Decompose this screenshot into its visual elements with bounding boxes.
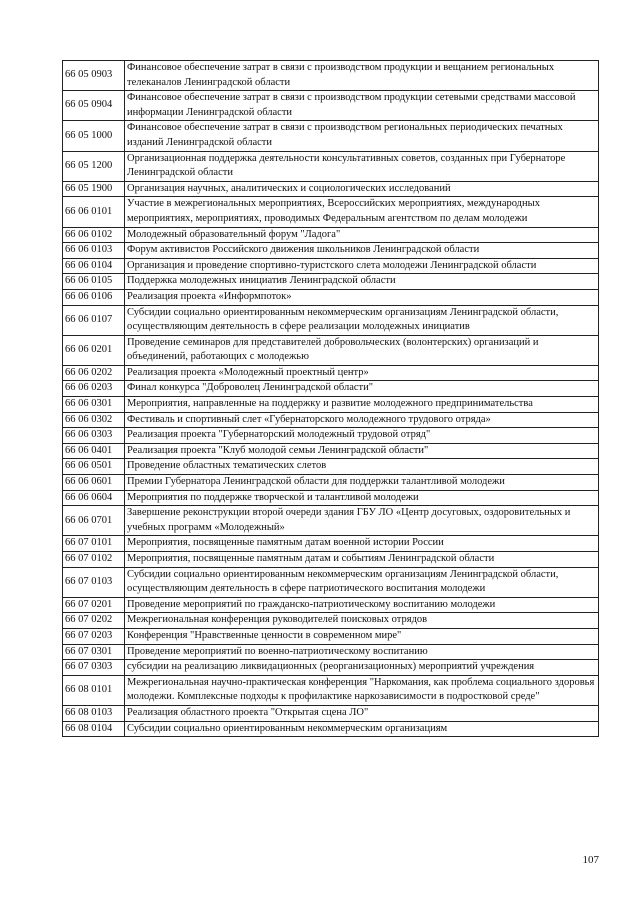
row-code: 66 07 0301 bbox=[63, 644, 125, 660]
table-row bbox=[63, 628, 599, 644]
row-code: 66 05 0904 bbox=[63, 91, 125, 121]
table-row bbox=[63, 721, 599, 737]
row-description: Проведение областных тематических слетов bbox=[125, 459, 599, 475]
table-row bbox=[63, 365, 599, 381]
row-code: 66 08 0103 bbox=[63, 705, 125, 721]
row-description: субсидии на реализацию ликвидационных (реорганизационных) мероприятий учреждения bbox=[125, 660, 599, 676]
table-row bbox=[63, 567, 599, 597]
row-description: Завершение реконструкции второй очереди здания ГБУ ЛО «Центр досуговых, оздоровительных и учебных программ «Молодежный» bbox=[125, 506, 599, 536]
table-row bbox=[63, 536, 599, 552]
page-number: 107 bbox=[582, 854, 599, 866]
table-row bbox=[63, 181, 599, 197]
row-description: Проведение мероприятий по военно-патриотическому воспитанию bbox=[125, 644, 599, 660]
row-code: 66 06 0104 bbox=[63, 258, 125, 274]
table-row bbox=[63, 675, 599, 705]
row-description: Организационная поддержка деятельности консультативных советов, созданных при Губернаторе Ленинградской области bbox=[125, 151, 599, 181]
row-code: 66 06 0401 bbox=[63, 443, 125, 459]
row-code: 66 06 0301 bbox=[63, 397, 125, 413]
row-description: Межрегиональная конференция руководителей поисковых отрядов bbox=[125, 613, 599, 629]
row-code: 66 05 1000 bbox=[63, 121, 125, 151]
row-description: Реализация проекта "Губернаторский молодежный трудовой отряд" bbox=[125, 428, 599, 444]
row-description: Мероприятия, посвященные памятным датам и событиям Ленинградской области bbox=[125, 552, 599, 568]
row-description: Премии Губернатора Ленинградской области для поддержки талантливой молодежи bbox=[125, 475, 599, 491]
row-description: Субсидии социально ориентированным некоммерческим организациям bbox=[125, 721, 599, 737]
table-row bbox=[63, 151, 599, 181]
table-row bbox=[63, 459, 599, 475]
row-code: 66 07 0103 bbox=[63, 567, 125, 597]
row-description: Реализация проекта «Молодежный проектный центр» bbox=[125, 365, 599, 381]
row-code: 66 06 0105 bbox=[63, 274, 125, 290]
row-description: Проведение мероприятий по гражданско-патриотическому воспитанию молодежи bbox=[125, 597, 599, 613]
table-row bbox=[63, 258, 599, 274]
table-row bbox=[63, 597, 599, 613]
row-description: Молодежный образовательный форум "Ладога" bbox=[125, 227, 599, 243]
row-code: 66 05 1900 bbox=[63, 181, 125, 197]
row-description: Форум активистов Российского движения школьников Ленинградской области bbox=[125, 243, 599, 259]
table-row bbox=[63, 335, 599, 365]
table-row bbox=[63, 705, 599, 721]
row-description: Финансовое обеспечение затрат в связи с производством региональных периодических печатных изданий Ленинградской области bbox=[125, 121, 599, 151]
row-code: 66 07 0303 bbox=[63, 660, 125, 676]
table-row bbox=[63, 397, 599, 413]
row-description: Проведение семинаров для представителей добровольческих (волонтерских) организаций и объединений, работающих с молодежью bbox=[125, 335, 599, 365]
row-code: 66 06 0303 bbox=[63, 428, 125, 444]
table-row bbox=[63, 121, 599, 151]
row-code: 66 07 0203 bbox=[63, 628, 125, 644]
row-description: Организация и проведение спортивно-туристского слета молодежи Ленинградской области bbox=[125, 258, 599, 274]
row-description: Фестиваль и спортивный слет «Губернаторского молодежного трудового отряда» bbox=[125, 412, 599, 428]
row-code: 66 07 0202 bbox=[63, 613, 125, 629]
row-code: 66 07 0102 bbox=[63, 552, 125, 568]
row-code: 66 06 0202 bbox=[63, 365, 125, 381]
table-row bbox=[63, 381, 599, 397]
table-row bbox=[63, 227, 599, 243]
table-row bbox=[63, 644, 599, 660]
row-code: 66 05 0903 bbox=[63, 61, 125, 91]
row-code: 66 06 0101 bbox=[63, 197, 125, 227]
row-description: Финансовое обеспечение затрат в связи с производством продукции сетевыми средствами массовой информации Ленинградской области bbox=[125, 91, 599, 121]
table-row bbox=[63, 197, 599, 227]
row-code: 66 06 0107 bbox=[63, 305, 125, 335]
table-row bbox=[63, 506, 599, 536]
row-code: 66 06 0302 bbox=[63, 412, 125, 428]
row-code: 66 06 0203 bbox=[63, 381, 125, 397]
table-row bbox=[63, 613, 599, 629]
table-row bbox=[63, 428, 599, 444]
table-row bbox=[63, 475, 599, 491]
table-body bbox=[63, 61, 599, 737]
row-code: 66 06 0201 bbox=[63, 335, 125, 365]
row-description: Межрегиональная научно-практическая конференция "Наркомания, как проблема социального здоровья молодежи. Комплексные подходы к профилактике наркозависимости в подростковой среде" bbox=[125, 675, 599, 705]
row-description: Реализация проекта «Информпоток» bbox=[125, 289, 599, 305]
row-code: 66 06 0103 bbox=[63, 243, 125, 259]
row-code: 66 07 0201 bbox=[63, 597, 125, 613]
table-row bbox=[63, 412, 599, 428]
table-row bbox=[63, 490, 599, 506]
row-code: 66 06 0102 bbox=[63, 227, 125, 243]
row-description: Организация научных, аналитических и социологических исследований bbox=[125, 181, 599, 197]
table-row bbox=[63, 305, 599, 335]
row-description: Мероприятия, посвященные памятным датам военной истории России bbox=[125, 536, 599, 552]
row-description: Мероприятия по поддержке творческой и талантливой молодежи bbox=[125, 490, 599, 506]
row-description: Поддержка молодежных инициатив Ленинградской области bbox=[125, 274, 599, 290]
row-description: Участие в межрегиональных мероприятиях, Всероссийских мероприятиях, международных мероприятиях, мероприятиях, проводимых Федеральным агентством по делам молодежи bbox=[125, 197, 599, 227]
row-description: Субсидии социально ориентированным некоммерческим организациям Ленинградской области, осуществляющим деятельность в сфере патриотического воспитания молодежи bbox=[125, 567, 599, 597]
row-description: Реализация проекта "Клуб молодой семьи Ленинградской области" bbox=[125, 443, 599, 459]
budget-codes-table bbox=[62, 60, 599, 737]
row-description: Реализация областного проекта "Открытая сцена ЛО" bbox=[125, 705, 599, 721]
table-row bbox=[63, 443, 599, 459]
row-description: Конференция "Нравственные ценности в современном мире" bbox=[125, 628, 599, 644]
table-row bbox=[63, 552, 599, 568]
table-row bbox=[63, 289, 599, 305]
table-row bbox=[63, 660, 599, 676]
row-code: 66 08 0104 bbox=[63, 721, 125, 737]
row-code: 66 06 0701 bbox=[63, 506, 125, 536]
row-description: Мероприятия, направленные на поддержку и развитие молодежного предпринимательства bbox=[125, 397, 599, 413]
table-row bbox=[63, 91, 599, 121]
row-code: 66 05 1200 bbox=[63, 151, 125, 181]
table-row bbox=[63, 243, 599, 259]
row-code: 66 08 0101 bbox=[63, 675, 125, 705]
row-code: 66 06 0501 bbox=[63, 459, 125, 475]
row-code: 66 06 0106 bbox=[63, 289, 125, 305]
row-description: Финансовое обеспечение затрат в связи с производством продукции и вещанием региональных телеканалов Ленинградской области bbox=[125, 61, 599, 91]
row-code: 66 07 0101 bbox=[63, 536, 125, 552]
row-description: Субсидии социально ориентированным некоммерческим организациям Ленинградской области, осуществляющим деятельность в сфере реализации молодежных инициатив bbox=[125, 305, 599, 335]
table-row bbox=[63, 274, 599, 290]
row-code: 66 06 0604 bbox=[63, 490, 125, 506]
table-row bbox=[63, 61, 599, 91]
row-code: 66 06 0601 bbox=[63, 475, 125, 491]
row-description: Финал конкурса "Доброволец Ленинградской области" bbox=[125, 381, 599, 397]
